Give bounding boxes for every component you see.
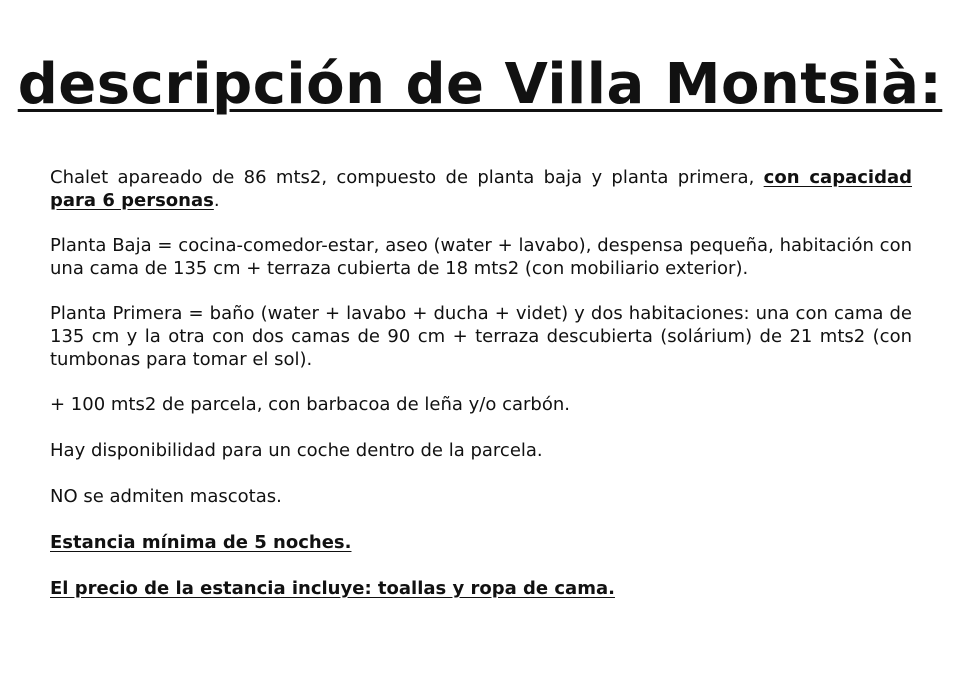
parking-paragraph: Hay disponibilidad para un coche dentro de la parcela. [50, 440, 543, 461]
ground-floor-paragraph: Planta Baja = cocina-comedor-estar, aseo (water + lavabo), despensa pequeña, habitación con una cama de 135 cm + terraza cubierta de 18 mts2 (con mobiliario exterior). [50, 235, 912, 279]
document-title: descripción de Villa Montsià: [17, 52, 943, 117]
minimum-stay-paragraph: Estancia mínima de 5 noches. [50, 532, 352, 553]
capacity-emphasis: con capacidad para 6 personas [50, 167, 912, 211]
document-body [50, 166, 912, 623]
capacity-text: Chalet apareado de 86 mts2, compuesto de planta baja y planta primera, [50, 167, 764, 188]
price-includes-paragraph: El precio de la estancia incluye: toallas y ropa de cama. [50, 578, 615, 599]
capacity-period: . [213, 190, 220, 211]
pets-paragraph: NO se admiten mascotas. [50, 486, 282, 507]
capacity-paragraph [50, 166, 912, 212]
first-floor-paragraph: Planta Primera = baño (water + lavabo + ducha + videt) y dos habitaciones: una con cama de 135 cm y la otra con dos camas de 90 cm + terraza descubierta (solárium) de 21 mts2 (con tumbonas para tomar el sol). [50, 303, 912, 370]
plot-paragraph: + 100 mts2 de parcela, con barbacoa de leña y/o carbón. [50, 394, 570, 415]
